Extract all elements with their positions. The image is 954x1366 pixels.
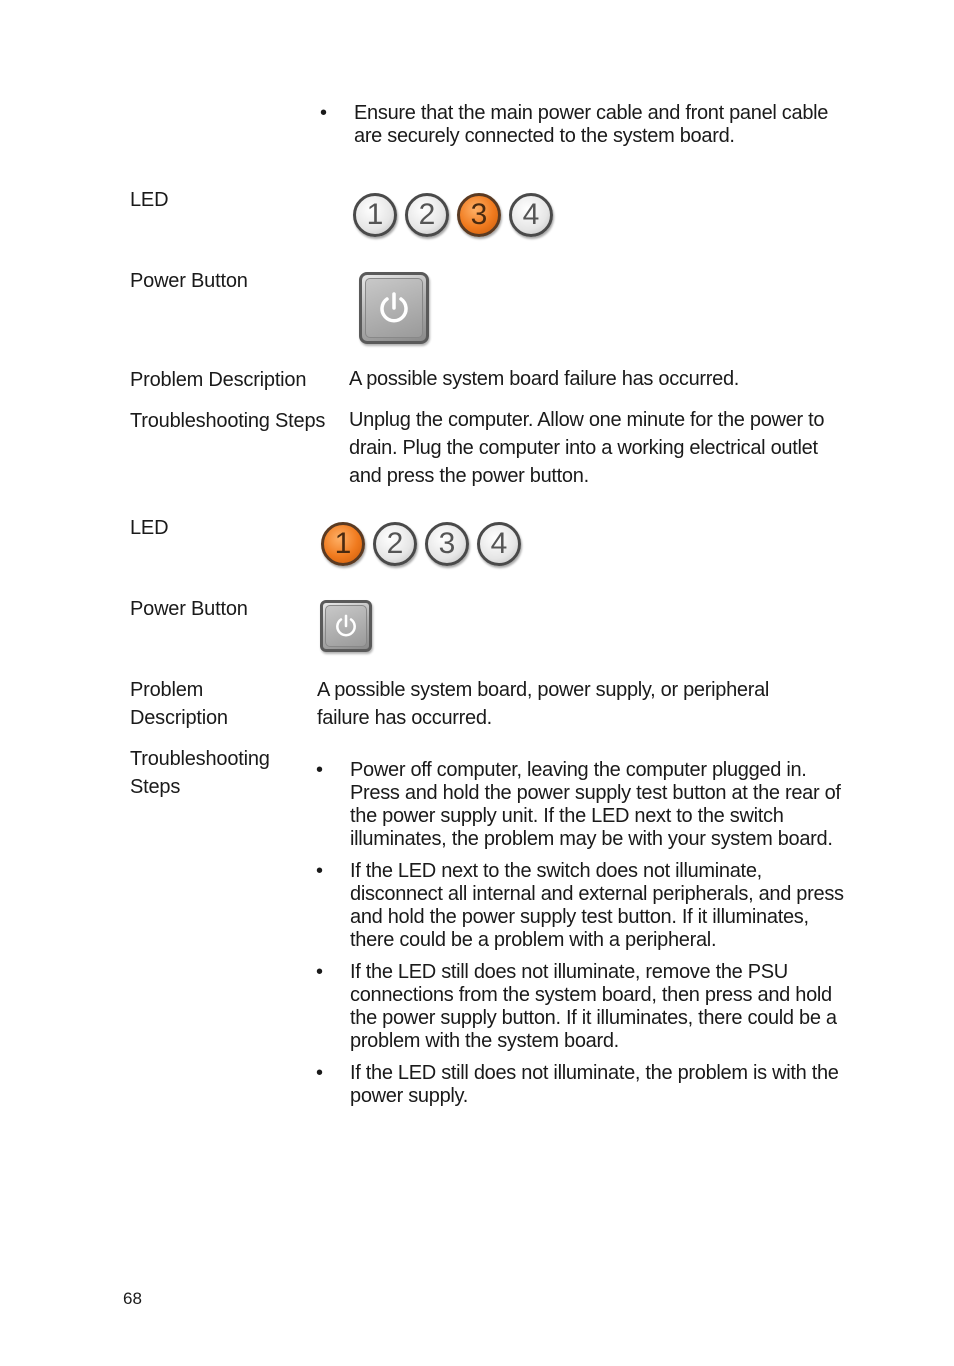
problem-description-label: Problem Description	[130, 679, 228, 729]
led-label: LED	[130, 189, 169, 211]
led-1: 1	[321, 522, 365, 566]
led-3: 3	[425, 522, 469, 566]
power-icon	[333, 613, 359, 639]
list-item: • If the LED still does not illuminate, remove the PSU connections from the system board, then press and hold the power supply button. If it illuminates, there could be a problem with the system board.	[316, 961, 837, 1052]
power-button-image	[320, 600, 372, 652]
problem-description-label: Problem Description	[130, 369, 307, 391]
list-item: • If the LED still does not illuminate, the problem is with the power supply.	[316, 1062, 839, 1107]
list-item: • If the LED next to the switch does not illuminate, disconnect all internal and external peripherals, and press and hold the power supply test button. If it illuminates, there could be a problem with a peripheral.	[316, 860, 844, 951]
problem-description-text: A possible system board, power supply, or peripheral failure has occurred.	[317, 679, 770, 729]
led-indicator-group	[321, 522, 521, 566]
led-indicator-group	[353, 193, 553, 237]
power-button-label: Power Button	[130, 270, 248, 292]
power-icon	[376, 290, 412, 326]
top-bullet-list	[320, 102, 834, 148]
list-item: • Power off computer, leaving the computer plugged in. Press and hold the power supply test button at the rear of the power supply unit. If the LED next to the switch illuminates, the problem may be with your system board.	[316, 759, 841, 850]
led-4: 4	[477, 522, 521, 566]
led-2: 2	[405, 193, 449, 237]
led-3: 3	[457, 193, 501, 237]
list-item: • Ensure that the main power cable and front panel cable are securely connected to the system board.	[320, 102, 829, 147]
led-4: 4	[509, 193, 553, 237]
power-button-image	[359, 272, 429, 344]
power-button-label: Power Button	[130, 598, 248, 620]
led-1: 1	[353, 193, 397, 237]
troubleshooting-steps-label: Troubleshooting Steps	[130, 748, 270, 798]
page-number: 68	[123, 1289, 142, 1308]
problem-description-text: A possible system board failure has occurred.	[349, 368, 740, 390]
led-2: 2	[373, 522, 417, 566]
troubleshooting-steps-list	[316, 759, 844, 1108]
led-label: LED	[130, 517, 169, 539]
troubleshooting-steps-text: Unplug the computer. Allow one minute for the power to drain. Plug the computer into a working electrical outlet and press the power button.	[349, 409, 825, 487]
troubleshooting-steps-label: Troubleshooting Steps	[130, 410, 326, 432]
